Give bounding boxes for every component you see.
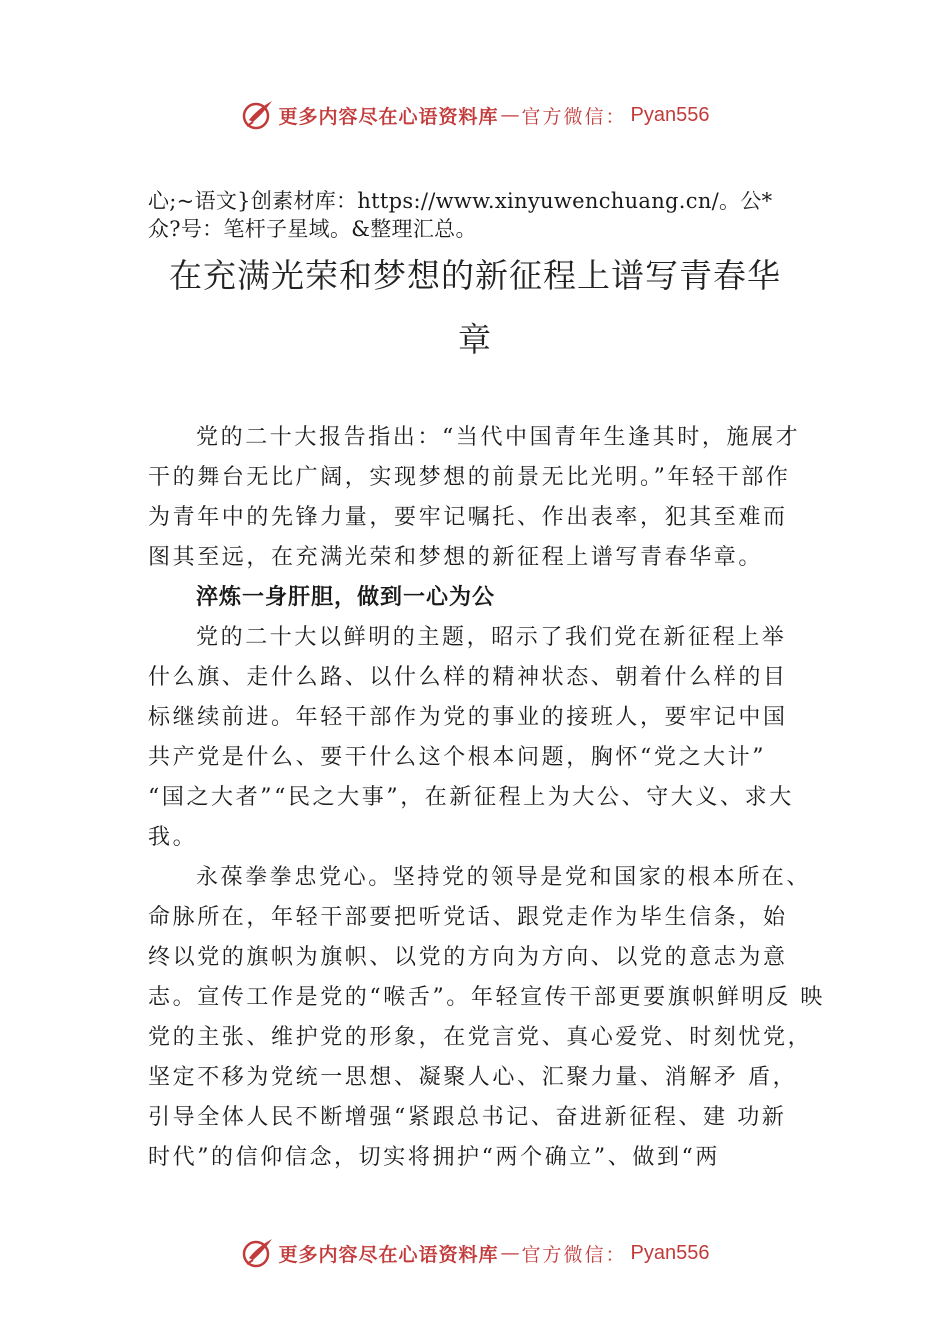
source-note-line: 心;~语文}创素材库：https://www.xinyuwenchuang.cn/。公*: [148, 189, 773, 213]
paragraph-line: 党的二十大以鲜明的主题，昭示了我们党在新征程上举: [196, 625, 787, 650]
watermark-text: 更多内容尽在心语资料库: [278, 1243, 499, 1266]
watermark-separator: —: [500, 1242, 520, 1264]
paragraph-line: 终以党的旗帜为旗帜、以党的方向为方向、以党的意志为意: [148, 945, 788, 970]
paragraph-line: 什么旗、走什么路、以什么样的精神状态、朝着什么样的目: [148, 665, 788, 690]
article-body: [148, 418, 828, 1178]
watermark-text: 更多内容尽在心语资料库: [278, 105, 499, 128]
paragraph-line: 志。宣传工作是党的“喉舌”。年轻宣传干部更要旗帜鲜明反 映: [148, 985, 825, 1010]
paragraph-line: 图其至远，在充满光荣和梦想的新征程上谱写青春华章。: [148, 545, 764, 570]
quill-logo-icon: [241, 1236, 275, 1270]
document-title-continued: 章: [458, 320, 492, 359]
paragraph-line: 干的舞台无比广阔，实现梦想的前景无比光明。”年轻干部作: [148, 465, 791, 490]
watermark-banner-top: [0, 95, 950, 135]
paragraph-line: 党的主张、维护党的形象，在党言党、真心爱党、时刻忧党，: [148, 1025, 813, 1050]
paragraph-line: 标继续前进。年轻干部作为党的事业的接班人，要牢记中国: [148, 705, 788, 730]
source-note-line: 众?号：笔杆子星域。&整理汇总。: [148, 217, 477, 241]
watermark-wechat-id: Pyan556: [630, 1241, 710, 1264]
watermark-wechat-id: Pyan556: [630, 103, 710, 126]
paragraph-line: 共产党是什么、要干什么这个根本问题，胸怀“党之大计”: [148, 745, 767, 770]
watermark-wechat-label: 官方微信：: [521, 1243, 627, 1266]
paragraph-line: 为青年中的先锋力量，要牢记嘱托、作出表率，犯其至难而: [148, 505, 788, 530]
paragraph-line: 引导全体人民不断增强“紧跟总书记、奋进新征程、建 功新: [148, 1105, 787, 1130]
paragraph-line: 命脉所在，年轻干部要把听党话、跟党走作为毕生信条，始: [148, 905, 788, 930]
document-title: 在充满光荣和梦想的新征程上谱写青春华: [169, 256, 781, 295]
paragraph-line: 时代”的信仰信念，切实将拥护“两个确立”、做到“两: [148, 1145, 720, 1170]
section-heading: 淬炼一身肝胆，做到一心为公: [196, 585, 496, 610]
paragraph-line: 党的二十大报告指出：“当代中国青年生逢其时，施展才: [196, 425, 801, 450]
watermark-wechat-label: 官方微信：: [521, 105, 627, 128]
paragraph-line: 坚定不移为党统一思想、凝聚人心、汇聚力量、消解矛 盾，: [148, 1065, 798, 1090]
paragraph-line: 永葆拳拳忠党心。坚持党的领导是党和国家的根本所在、: [196, 865, 812, 890]
paragraph-line: 我。: [148, 825, 198, 850]
source-note: [148, 187, 848, 243]
watermark-separator: —: [500, 104, 520, 126]
quill-logo-icon: [241, 98, 275, 132]
paragraph-line: “国之大者”“民之大事”，在新征程上为大公、守大义、求大: [148, 785, 794, 810]
watermark-banner-bottom: [0, 1233, 950, 1273]
